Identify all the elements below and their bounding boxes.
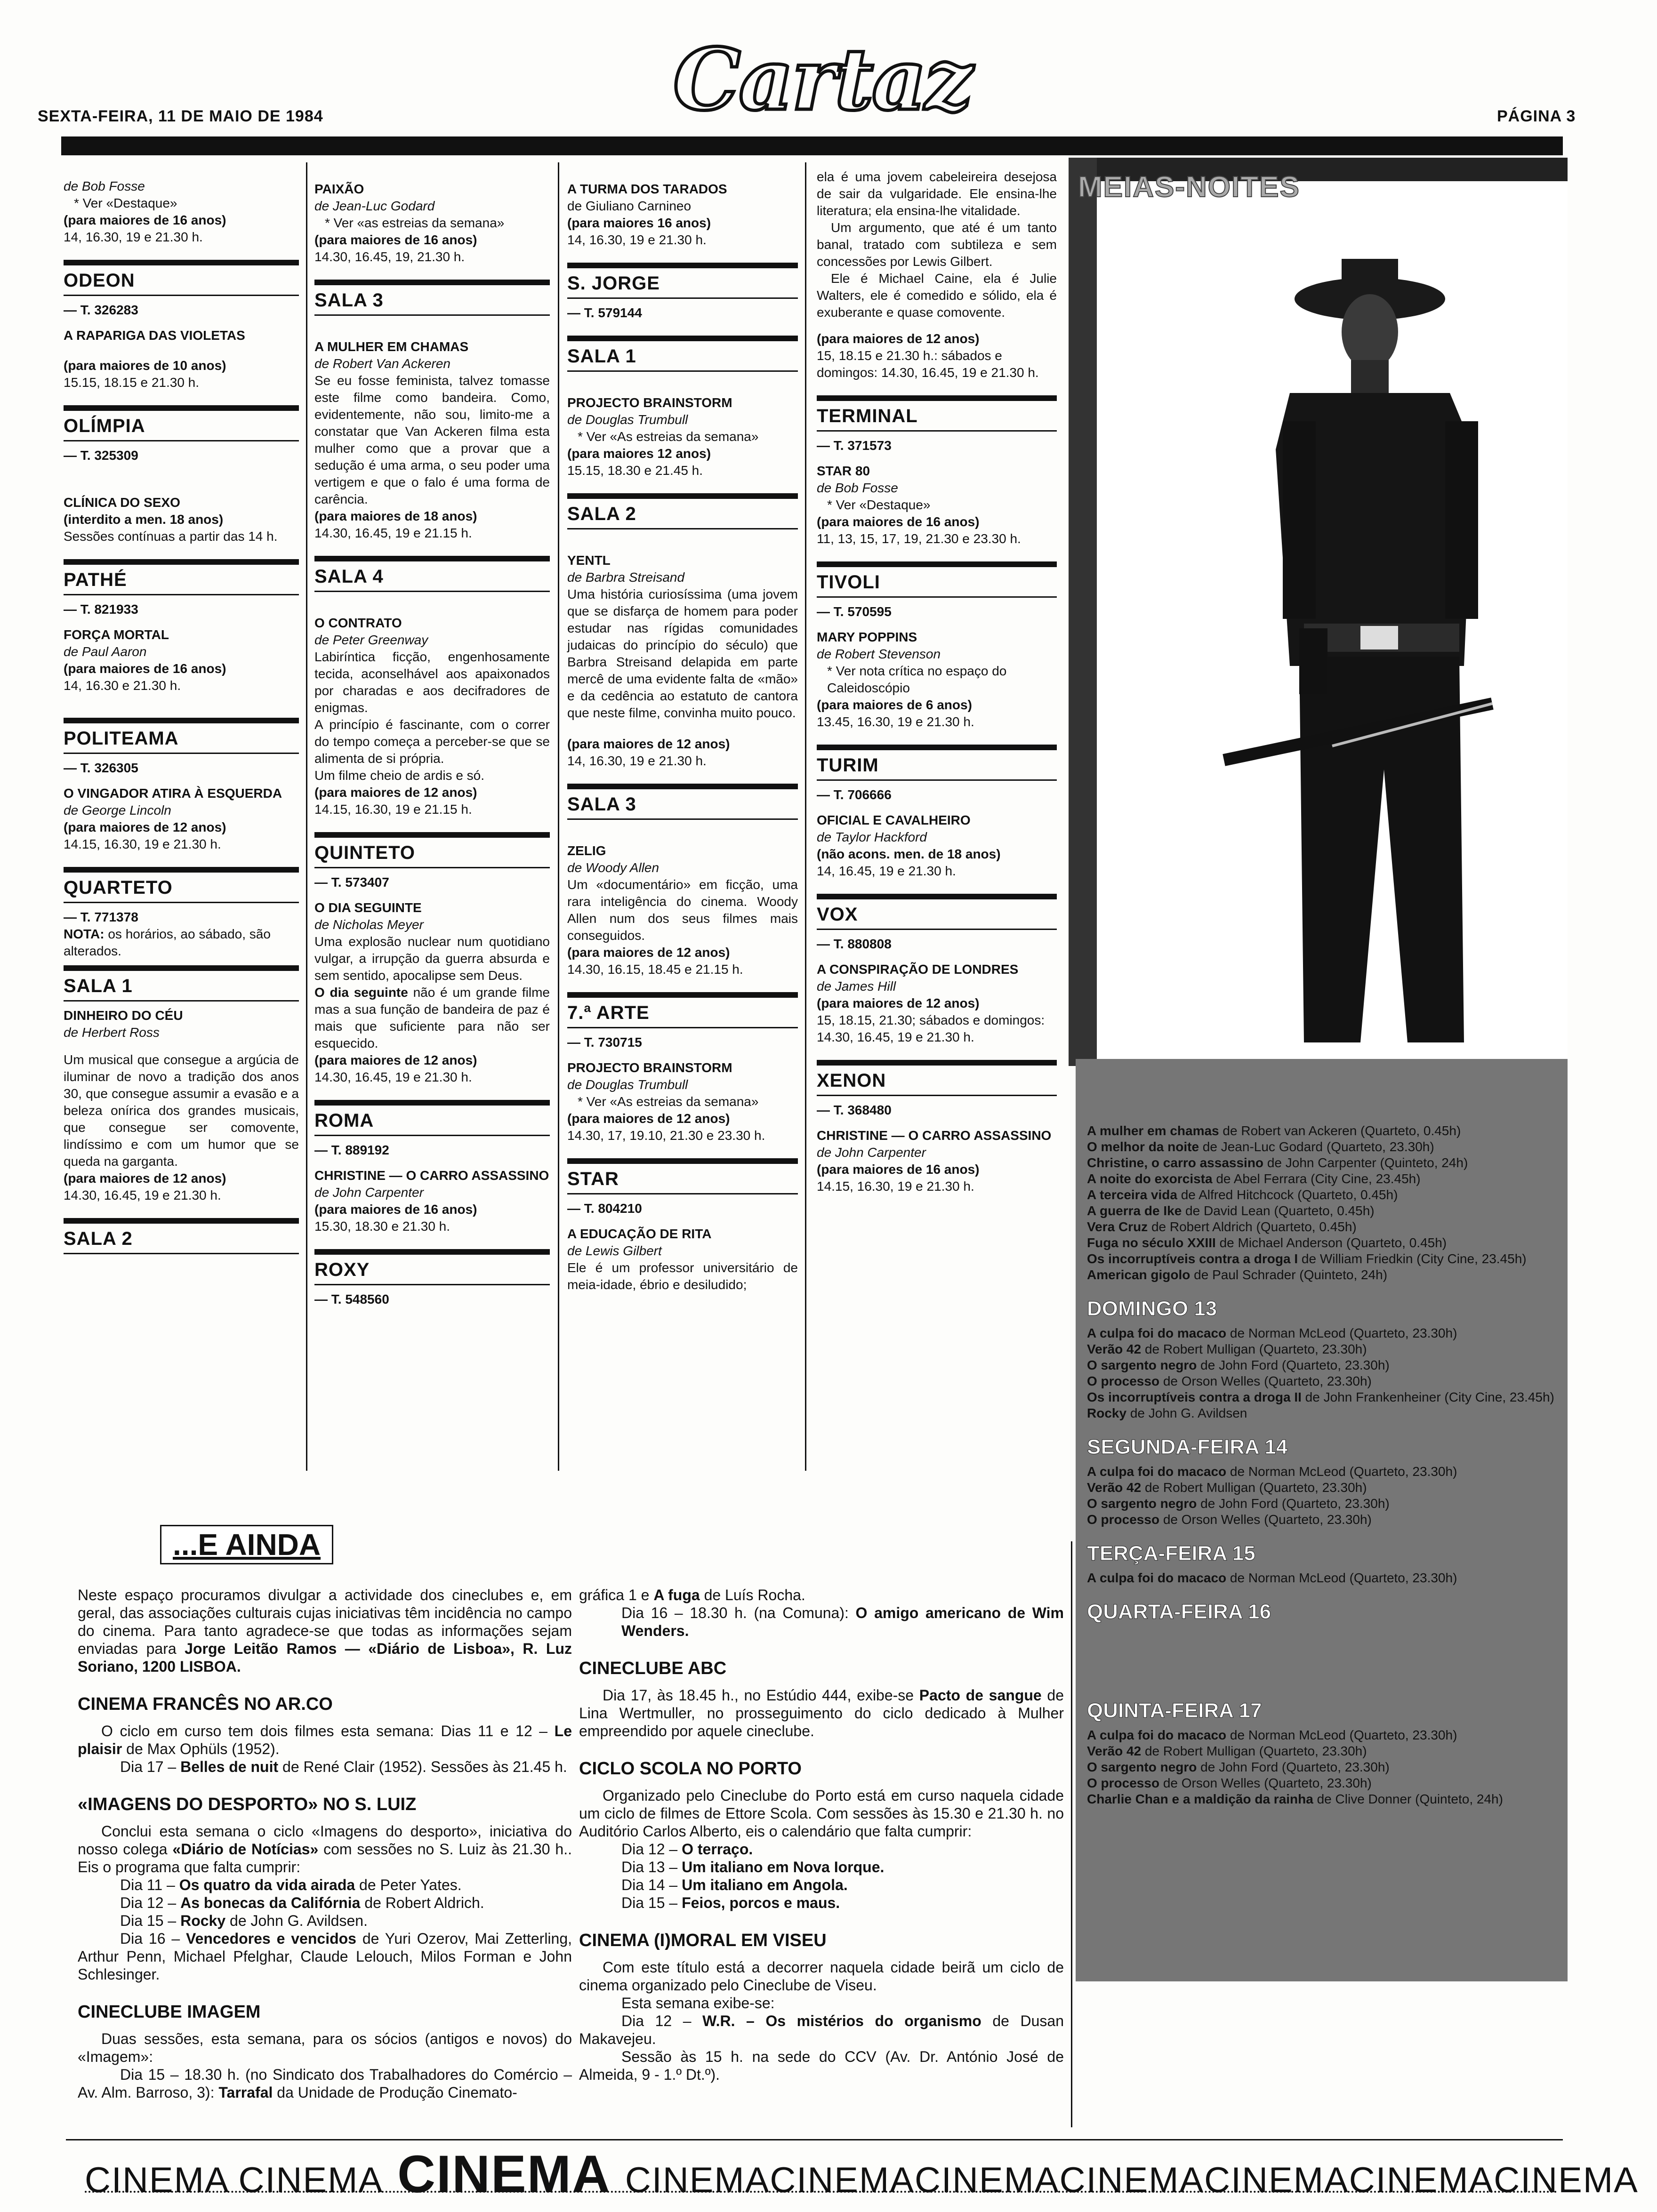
footer-banner — [85, 2144, 1639, 2204]
day-heading: QUARTA-FEIRA 16 — [1087, 1600, 1271, 1623]
section-title: CINEMA FRANCÊS NO AR.CO — [78, 1694, 333, 1714]
paragraph: Com este título está a decorrer naquela cidade beirã um ciclo de cinema organizado pelo Cineclube de Viseu. — [579, 1959, 1064, 1994]
age-rating: (para maiores de 12 anos) — [817, 331, 980, 346]
film-title: OFICIAL E CAVALHEIRO — [817, 813, 971, 827]
phone: — T. 771378 — [64, 910, 138, 924]
section-bar — [567, 493, 798, 499]
listings-column-4 — [817, 168, 1057, 1195]
director: de Peter Greenway — [314, 633, 428, 647]
cinema-politeama: POLITEAMA — [64, 728, 179, 749]
phone: — T. 548560 — [314, 1292, 389, 1306]
sala-3: SALA 3 — [314, 290, 384, 311]
phone: — T. 570595 — [817, 604, 892, 619]
listing-line: Verão 42 de Robert Mulligan (Quarteto, 23.30h) — [1087, 1480, 1367, 1495]
showtimes: 14.30, 16.45, 19 e 21.30 h. — [314, 1070, 472, 1084]
rule — [567, 297, 798, 299]
footer-text: CINEMA CINEMA — [85, 2160, 384, 2200]
phone: — T. 706666 — [817, 787, 892, 802]
rule — [567, 818, 798, 820]
paragraph: Dia 15 – 18.30 h. (no Sindicato dos Trabalhadores do Comércio – Av. Alm. Barroso, 3): Tarrafal da Unidade de Produção Cinemato- — [78, 2066, 572, 2101]
cinema-quinteto: QUINTETO — [314, 842, 415, 863]
cinema-pathe: PATHÉ — [64, 569, 127, 590]
age-rating: (para maiores de 12 anos) — [314, 1053, 477, 1067]
rule — [567, 1193, 798, 1194]
director: de John Carpenter — [817, 1145, 926, 1160]
paragraph: Dia 12 – W.R. – Os mistérios do organismo de Dusan Makavejeu. — [579, 2012, 1064, 2047]
list-item: Dia 15 – Rocky de John G. Avildsen. — [120, 1912, 368, 1929]
age-rating: (para maiores de 16 anos) — [817, 514, 980, 529]
cinema-roma: ROMA — [314, 1110, 374, 1131]
age-rating: (para maiores de 16 anos) — [64, 213, 226, 227]
list-item: Dia 15 – Feios, porcos e maus. — [621, 1894, 840, 1911]
listing-line: A mulher em chamas de Robert van Ackeren (Quarteto, 0.45h) — [1087, 1123, 1461, 1138]
review: Um filme cheio de ardis e só. — [314, 768, 485, 783]
ainda-left-column — [78, 1586, 572, 2101]
footer-rule — [85, 2191, 1558, 2193]
paragraph: Organizado pelo Cineclube do Porto está em curso naquela cidade um ciclo de filmes de Ettore Scola. Com sessões às 15.30 e 21.30 h. no Auditório Carlos Alberto, eis o calendário que falta cumprir: — [579, 1787, 1064, 1840]
contact: Jorge Leitão Ramos — «Diário de Lisboa», R. Luz Soriano, 1200 LISBOA. — [78, 1640, 572, 1675]
section-bar — [64, 260, 299, 265]
cinema-quarteto: QUARTETO — [64, 877, 173, 898]
age-rating: (para maiores 16 anos) — [567, 216, 711, 230]
section-title: CINEMA (I)MORAL EM VISEU — [579, 1931, 827, 1950]
showtimes: 15.15, 18.15 e 21.30 h. — [64, 375, 200, 390]
list-item: Dia 12 – As bonecas da Califórnia de Robert Aldrich. — [120, 1894, 484, 1911]
listings-column-1 — [64, 178, 299, 1260]
director: de John Carpenter — [314, 1185, 424, 1200]
day-heading: QUINTA-FEIRA 17 — [1087, 1699, 1262, 1722]
phone: — T. 889192 — [314, 1143, 389, 1157]
header-page-number: PÁGINA 3 — [1497, 107, 1576, 125]
age-rating: (para maiores de 12 anos) — [567, 945, 730, 960]
column-separator — [306, 162, 307, 1471]
showtimes: 11, 13, 15, 17, 19, 21.30 e 23.30 h. — [817, 531, 1021, 546]
film-ref: O dia seguinte — [314, 985, 408, 1000]
cinema-xenon: XENON — [817, 1070, 886, 1091]
sala-2: SALA 2 — [567, 504, 636, 524]
phone: — T. 579144 — [567, 305, 642, 320]
showtimes: 14.30, 16.45, 19 e 21.15 h. — [314, 526, 472, 540]
sala-1: SALA 1 — [64, 976, 133, 996]
showtimes: 14.15, 16.30, 19 e 21.30 h. — [817, 1179, 974, 1194]
director: de Jean-Luc Godard — [314, 199, 435, 213]
review — [314, 984, 550, 1052]
rule — [64, 440, 299, 441]
age-rating: (para maiores de 16 anos) — [64, 661, 226, 676]
list-item: Dia 12 – O terraço. — [621, 1841, 753, 1858]
director: de Douglas Trumbull — [567, 412, 688, 427]
rule — [64, 1253, 299, 1254]
section-bar — [817, 395, 1057, 401]
section-bar — [817, 1060, 1057, 1066]
section-bar — [64, 405, 299, 411]
age-rating: (para maiores de 12 anos) — [567, 737, 730, 751]
note-text: os horários, ao sábado, são alterados. — [64, 927, 271, 958]
review: Um «documentário» em ficção, uma rara inteligência do cinema. Woody Allen num dos seus filmes mais conseguidos. — [567, 877, 798, 943]
phone: — T. 730715 — [567, 1035, 642, 1050]
note: * Ver «As estreias da semana» — [578, 1094, 759, 1109]
phone: — T. 804210 — [567, 1201, 642, 1216]
film-title: O DIA SEGUINTE — [314, 900, 422, 915]
rule — [567, 370, 798, 372]
rule — [817, 1095, 1057, 1096]
cinema-odeon: ODEON — [64, 270, 135, 291]
showtimes: 15.30, 18.30 e 21.30 h. — [314, 1219, 450, 1234]
soldier-silhouette — [1069, 158, 1568, 1066]
director: de George Lincoln — [64, 803, 171, 817]
film-title: ZELIG — [567, 843, 606, 858]
phone: — T. 371573 — [817, 438, 892, 453]
note: * Ver nota crítica no espaço do Caleidoscópio — [827, 664, 1007, 695]
cinema-7-arte: 7.ª ARTE — [567, 1002, 650, 1023]
film-title: CHRISTINE — O CARRO ASSASSINO — [817, 1128, 1052, 1143]
rule — [314, 591, 550, 592]
listing-line: A noite do exorcista de Abel Ferrara (City Cine, 23.45h) — [1087, 1171, 1421, 1186]
section-bar — [64, 718, 299, 723]
listing-line: Rocky de John G. Avildsen — [1087, 1406, 1247, 1420]
rule — [314, 314, 550, 316]
film-title: A MULHER EM CHAMAS — [314, 339, 469, 354]
section-bar — [64, 559, 299, 565]
film-title: PROJECTO BRAINSTORM — [567, 395, 732, 410]
review: Ele é um professor universitário de meia-idade, ébrio e desiludido; — [567, 1260, 798, 1292]
sala-4: SALA 4 — [314, 566, 384, 587]
day-heading: TERÇA-FEIRA 15 — [1087, 1542, 1255, 1565]
director: de Barbra Streisand — [567, 570, 685, 585]
section-bar — [817, 561, 1057, 567]
note-label: NOTA: — [64, 927, 105, 941]
cinema-roxy: ROXY — [314, 1259, 370, 1280]
director: de Douglas Trumbull — [567, 1077, 688, 1092]
showtimes: 15.15, 18.30 e 21.45 h. — [567, 463, 703, 478]
phone: — T. 880808 — [817, 937, 892, 951]
age-rating: (interdito a men. 18 anos) — [64, 512, 224, 527]
day-heading: SEGUNDA-FEIRA 14 — [1087, 1435, 1288, 1459]
listing-line: Verão 42 de Robert Mulligan (Quarteto, 23.30h) — [1087, 1744, 1367, 1758]
list-item: Dia 11 – Os quatro da vida airada de Peter Yates. — [120, 1876, 462, 1893]
day-heading: DOMINGO 13 — [1087, 1297, 1217, 1320]
note: * Ver «As estreias da semana» — [578, 429, 759, 444]
age-rating: (para maiores de 12 anos) — [314, 785, 477, 800]
listing-line: Os incorruptíveis contra a droga II de John Frankenheiner (City Cine, 23.45h) — [1087, 1390, 1554, 1404]
rule — [314, 1135, 550, 1136]
age-rating: (para maiores de 16 anos) — [314, 232, 477, 247]
listings-column-3 — [567, 178, 798, 1293]
ainda-right-column — [579, 1586, 1064, 2084]
ainda-title: ...E AINDA — [160, 1525, 333, 1564]
section-bar — [64, 867, 299, 873]
sala-3: SALA 3 — [567, 794, 636, 815]
review-text: não é um grande filme mas a sua função de bandeira de paz é mais que suficiente para não ser esquecido. — [314, 985, 550, 1050]
section-title: CINECLUBE IMAGEM — [78, 2002, 261, 2022]
list-item: Dia 14 – Um italiano em Angola. — [621, 1876, 848, 1893]
paragraph: Conclui esta semana o ciclo «Imagens do desporto», iniciativa do nosso colega «Diário de Notícias» com sessões no S. Luiz às 21.30 h.. Eis o programa que falta cumprir: — [78, 1823, 572, 1875]
section-bar — [64, 965, 299, 971]
section-bar — [314, 1249, 550, 1255]
review: Uma explosão nuclear num quotidiano vulgar, a irrupção da guerra absurda e sem sentido, apocalipse sem Deus. — [314, 934, 550, 983]
age-rating: (para maiores de 12 anos) — [64, 1171, 226, 1186]
showtimes: 14.15, 16.30, 19 e 21.15 h. — [314, 802, 472, 817]
showtimes: 13.45, 16.30, 19 e 21.30 h. — [817, 714, 974, 729]
midnight-listings-panel — [1076, 1059, 1568, 1981]
age-rating: (para maiores de 10 anos) — [64, 358, 226, 373]
section-bar — [817, 745, 1057, 750]
film-title: PAIXÃO — [314, 182, 364, 196]
header-rule — [61, 136, 1563, 155]
director: de Paul Aaron — [64, 644, 147, 659]
soldier-photo — [1069, 158, 1568, 1066]
header-date: SEXTA-FEIRA, 11 DE MAIO DE 1984 — [38, 107, 323, 125]
note: * Ver «Destaque» — [74, 196, 177, 210]
listing-line: A culpa foi do macaco de Norman McLeod (Quarteto, 23.30h) — [1087, 1571, 1457, 1585]
showtimes: 15, 18.15, 21.30; sábados e domingos: 14.30, 16.45, 19 e 21.30 h. — [817, 1013, 1045, 1044]
film-title: A RAPARIGA DAS VIOLETAS — [64, 328, 245, 343]
section-title: «IMAGENS DO DESPORTO» NO S. LUIZ — [78, 1795, 417, 1814]
footer-rule — [66, 2139, 1563, 2140]
listing-line: A guerra de Ike de David Lean (Quarteto, 0.45h) — [1087, 1203, 1375, 1218]
section-bar — [314, 832, 550, 838]
age-rating: (para maiores de 12 anos) — [817, 996, 980, 1010]
listing-line: O processo de Orson Welles (Quarteto, 23.30h) — [1087, 1512, 1372, 1527]
section-bar — [314, 1100, 550, 1106]
rule — [314, 1284, 550, 1285]
review: ela é uma jovem cabeleireira desejosa de sair da vulgaridade. Ele ensina-lhe literatura; ela ensina-lhe vitalidade. — [817, 169, 1057, 218]
showtimes: 14, 16.30, 19 e 21.30 h. — [567, 232, 707, 247]
film-title: PROJECTO BRAINSTORM — [567, 1060, 732, 1075]
director: de Herbert Ross — [64, 1025, 160, 1040]
paragraph: Dia 17, às 18.45 h., no Estúdio 444, exibe-se Pacto de sangue de Lina Wertmuller, no prosseguimento do ciclo dedicado à Mulher empreendido por aquele cineclube. — [579, 1687, 1064, 1739]
review: Uma história curiosíssima (uma jovem que se disfarça de homem para poder estudar nas rígidas comunidades judaicas do princípio do século) que Barbra Streisand delapida em parte mercê de uma evidente falta de «mão» e da cedência ao estatuto de cantora que neste filme, convinha muito pouco. — [567, 587, 798, 720]
film-title: FORÇA MORTAL — [64, 627, 169, 642]
listing-line: Verão 42 de Robert Mulligan (Quarteto, 23.30h) — [1087, 1342, 1367, 1356]
cinema-sjorge: S. JORGE — [567, 273, 660, 294]
phone: — T. 573407 — [314, 875, 389, 890]
paragraph: Dia 16 – 18.30 h. (na Comuna): O amigo americano de Wim Wenders. — [621, 1604, 1064, 1639]
meias-noites-title: MEIAS-NOITES — [1078, 171, 1300, 203]
paragraph: gráfica 1 e A fuga de Luís Rocha. — [579, 1587, 805, 1603]
cinema-olimpia: OLÍMPIA — [64, 416, 145, 436]
listing-line: O sargento negro de John Ford (Quarteto, 23.30h) — [1087, 1760, 1390, 1774]
age-rating: (para maiores de 12 anos) — [567, 1111, 730, 1126]
film-title: STAR 80 — [817, 464, 870, 478]
film-title: O VINGADOR ATIRA À ESQUERDA — [64, 786, 282, 801]
listing-line: O processo de Orson Welles (Quarteto, 23.30h) — [1087, 1776, 1372, 1790]
film-title: YENTL — [567, 553, 611, 568]
section-bar — [567, 336, 798, 341]
phone: — T. 821933 — [64, 602, 138, 617]
section-bar — [64, 1218, 299, 1224]
cinema-star: STAR — [567, 1169, 619, 1189]
sala-1: SALA 1 — [567, 346, 636, 367]
listing-line: O processo de Orson Welles (Quarteto, 23.30h) — [1087, 1374, 1372, 1388]
review: Ele é Michael Caine, ela é Julie Walters, ele é comedido e sólido, ela é exuberante e quase comovente. — [817, 271, 1057, 320]
section-title: CINECLUBE ABC — [579, 1659, 727, 1678]
review: Se eu fosse feminista, talvez tomasse este filme como bandeira. Como, evidentemente, não sou, limito-me a constatar que Van Ackeren filma esta mulher como que a provar que a sedução é uma arma, o seu poder uma vertigem e que o falo é uma forma de carência. — [314, 373, 550, 506]
masthead-logo: Cartaz — [673, 30, 971, 129]
film-title: A EDUCAÇÃO DE RITA — [567, 1226, 712, 1241]
footer-emphasis: CINEMA — [397, 2145, 611, 2204]
rule — [64, 753, 299, 754]
showtimes: 14.30, 16.45, 19, 21.30 h. — [314, 249, 465, 264]
film-title: DINHEIRO DO CÉU — [64, 1008, 183, 1023]
rule — [817, 596, 1057, 598]
showtimes: 14, 16.30, 19 e 21.30 h. — [64, 230, 203, 244]
paragraph: O ciclo em curso tem dois filmes esta semana: Dias 11 e 12 – Le plaisir de Max Ophüls (1952). — [78, 1723, 572, 1757]
director: de Robert Van Ackeren — [314, 356, 450, 371]
rule — [64, 594, 299, 595]
director: de Bob Fosse — [817, 481, 898, 495]
age-rating: (para maiores de 6 anos) — [817, 697, 972, 712]
section-bar — [817, 894, 1057, 899]
listing-line: Os incorruptíveis contra a droga I de William Friedkin (City Cine, 23.45h) — [1087, 1251, 1527, 1266]
listing-line: Christine, o carro assassino de John Carpenter (Quinteto, 24h) — [1087, 1155, 1468, 1170]
sala-2: SALA 2 — [64, 1228, 133, 1249]
listing-line: Vera Cruz de Robert Aldrich (Quarteto, 0.45h) — [1087, 1219, 1357, 1234]
film-title: CLÍNICA DO SEXO — [64, 495, 180, 510]
showtimes: 14, 16.30 e 21.30 h. — [64, 678, 181, 693]
rule — [314, 867, 550, 868]
footer-text: CINEMACINEMACINEMACINEMACINEMACINEMACINEMA — [625, 2160, 1639, 2200]
phone: — T. 326283 — [64, 303, 138, 317]
director: de Giuliano Carnineo — [567, 199, 692, 213]
film-title: O CONTRATO — [314, 616, 402, 630]
rule — [64, 902, 299, 903]
paragraph: Sessão às 15 h. na sede do CCV (Av. Dr. António José de Almeida, 9 - 1.º Dt.º). — [579, 2048, 1064, 2083]
director: de Robert Stevenson — [817, 647, 941, 661]
listing-line: A culpa foi do macaco de Norman McLeod (Quarteto, 23.30h) — [1087, 1464, 1457, 1479]
paragraph: Duas sessões, esta semana, para os sócios (antigos e novos) do «Imagem»: — [78, 2030, 572, 2065]
section-bar — [314, 280, 550, 285]
rule — [567, 1027, 798, 1028]
age-rating: (para maiores de 18 anos) — [314, 509, 477, 523]
age-rating: (para maiores de 16 anos) — [817, 1162, 980, 1177]
film-title: A CONSPIRAÇÃO DE LONDRES — [817, 962, 1019, 977]
age-rating: (para maiores 12 anos) — [567, 446, 711, 461]
director: de Lewis Gilbert — [567, 1243, 662, 1258]
showtimes: Sessões contínuas a partir das 14 h. — [64, 529, 278, 544]
age-rating: (não acons. men. de 18 anos) — [817, 847, 1001, 861]
listing-line: A culpa foi do macaco de Norman McLeod (Quarteto, 23.30h) — [1087, 1728, 1457, 1742]
listing-line: American gigolo de Paul Schrader (Quinteto, 24h) — [1087, 1267, 1388, 1282]
section-bar — [567, 784, 798, 789]
cinema-tivoli: TIVOLI — [817, 572, 880, 593]
phone: — T. 368480 — [817, 1103, 892, 1117]
cinema-turim: TURIM — [817, 755, 879, 776]
review: Um musical que consegue a argúcia de iluminar de novo a tradição dos anos 30, que consegue assumir a evasão e a beleza onírica dos grandes musicais, que consegue ser comovente, lindíssimo e com um humor que se queda na garganta. — [64, 1052, 299, 1169]
director: de Woody Allen — [567, 860, 660, 875]
rule — [817, 929, 1057, 930]
note: * Ver «Destaque» — [827, 497, 931, 512]
section-bar — [567, 1158, 798, 1164]
intro: Neste espaço procuramos divulgar a actividade dos cineclubes e, em geral, das associações culturais cujas iniciativas têm incidência no campo do cinema. Para tanto agradece-se que todas as informações sejam enviadas para Jorge Leitão Ramos — «Diário de Lisboa», R. Luz Soriano, 1200 LISBOA. — [78, 1587, 572, 1675]
listing-line: Fuga no século XXIII de Michael Anderson (Quarteto, 0.45h) — [1087, 1235, 1447, 1250]
list-item: Dia 13 – Um italiano em Nova Iorque. — [621, 1859, 885, 1875]
review: Um argumento, que até é um tanto banal, tratado com subtileza e sem concessões por Lewis Gilbert. — [817, 220, 1057, 269]
showtimes: 14, 16.45, 19 e 21.30 h. — [817, 864, 956, 878]
age-rating: (para maiores de 16 anos) — [314, 1202, 477, 1217]
showtimes: 14.30, 16.15, 18.45 e 21.15 h. — [567, 962, 743, 977]
phone: — T. 325309 — [64, 448, 138, 463]
paragraph: Dia 17 – Belles de nuit de René Clair (1952). Sessões às 21.45 h. — [120, 1758, 567, 1775]
rule — [64, 295, 299, 296]
rule — [64, 1000, 299, 1002]
rule — [817, 430, 1057, 432]
listing-line: O melhor da noite de Jean-Luc Godard (Quarteto, 23.30h) — [1087, 1139, 1434, 1154]
section-title: CICLO SCOLA NO PORTO — [579, 1759, 802, 1779]
listing-line: O sargento negro de John Ford (Quarteto, 23.30h) — [1087, 1496, 1390, 1511]
review: A princípio é fascinante, com o correr do tempo começa a perceber-se que se alimenta de si própria. — [314, 717, 550, 766]
cinema-vox: VOX — [817, 904, 858, 925]
director: de James Hill — [817, 979, 896, 994]
showtimes: 14, 16.30, 19 e 21.30 h. — [567, 753, 707, 768]
list-item: Dia 16 – Vencedores e vencidos de Yuri Ozerov, Mai Zetterling, Arthur Penn, Michael Pfelghar, Claude Lelouch, Milos Forman e John Schlesinger. — [78, 1930, 572, 1983]
age-rating: (para maiores de 12 anos) — [64, 820, 226, 834]
showtimes: 14.30, 17, 19.10, 21.30 e 23.30 h. — [567, 1128, 765, 1143]
showtimes: 15, 18.15 e 21.30 h.: sábados e domingos: 14.30, 16.45, 19 e 21.30 h. — [817, 348, 1039, 380]
listings-column-2 — [314, 178, 550, 1316]
rule — [567, 528, 798, 529]
paragraph: Esta semana exibe-se: — [621, 1995, 775, 2012]
section-bar — [567, 263, 798, 268]
listing-line: Charlie Chan e a maldição da rainha de Clive Donner (Quinteto, 24h) — [1087, 1792, 1503, 1806]
listing-line: O sargento negro de John Ford (Quarteto, 23.30h) — [1087, 1358, 1390, 1372]
rule — [817, 779, 1057, 781]
note — [64, 926, 299, 960]
phone: — T. 326305 — [64, 761, 138, 775]
listing-line: A terceira vida de Alfred Hitchcock (Quarteto, 0.45h) — [1087, 1187, 1398, 1202]
note: * Ver «as estreias da semana» — [325, 216, 505, 230]
director: de Nicholas Meyer — [314, 917, 424, 932]
listing-line: A culpa foi do macaco de Norman McLeod (Quarteto, 23.30h) — [1087, 1326, 1457, 1340]
showtimes: 14.15, 16.30, 19 e 21.30 h. — [64, 837, 221, 851]
column-separator — [805, 162, 806, 1471]
film-title: A TURMA DOS TARADOS — [567, 182, 727, 196]
column-separator — [558, 162, 559, 1471]
film-title: MARY POPPINS — [817, 630, 917, 644]
section-bar — [314, 556, 550, 561]
director: de Bob Fosse — [64, 179, 145, 193]
cinema-terminal: TERMINAL — [817, 406, 918, 426]
film-title: CHRISTINE — O CARRO ASSASSINO — [314, 1168, 549, 1183]
showtimes: 14.30, 16.45, 19 e 21.30 h. — [64, 1188, 221, 1202]
director: de Taylor Hackford — [817, 830, 927, 844]
review: Labiríntica ficção, engenhosamente tecida, aconselhável aos apaixonados por charadas e aos decifradores de enigmas. — [314, 649, 550, 715]
section-bar — [567, 992, 798, 998]
